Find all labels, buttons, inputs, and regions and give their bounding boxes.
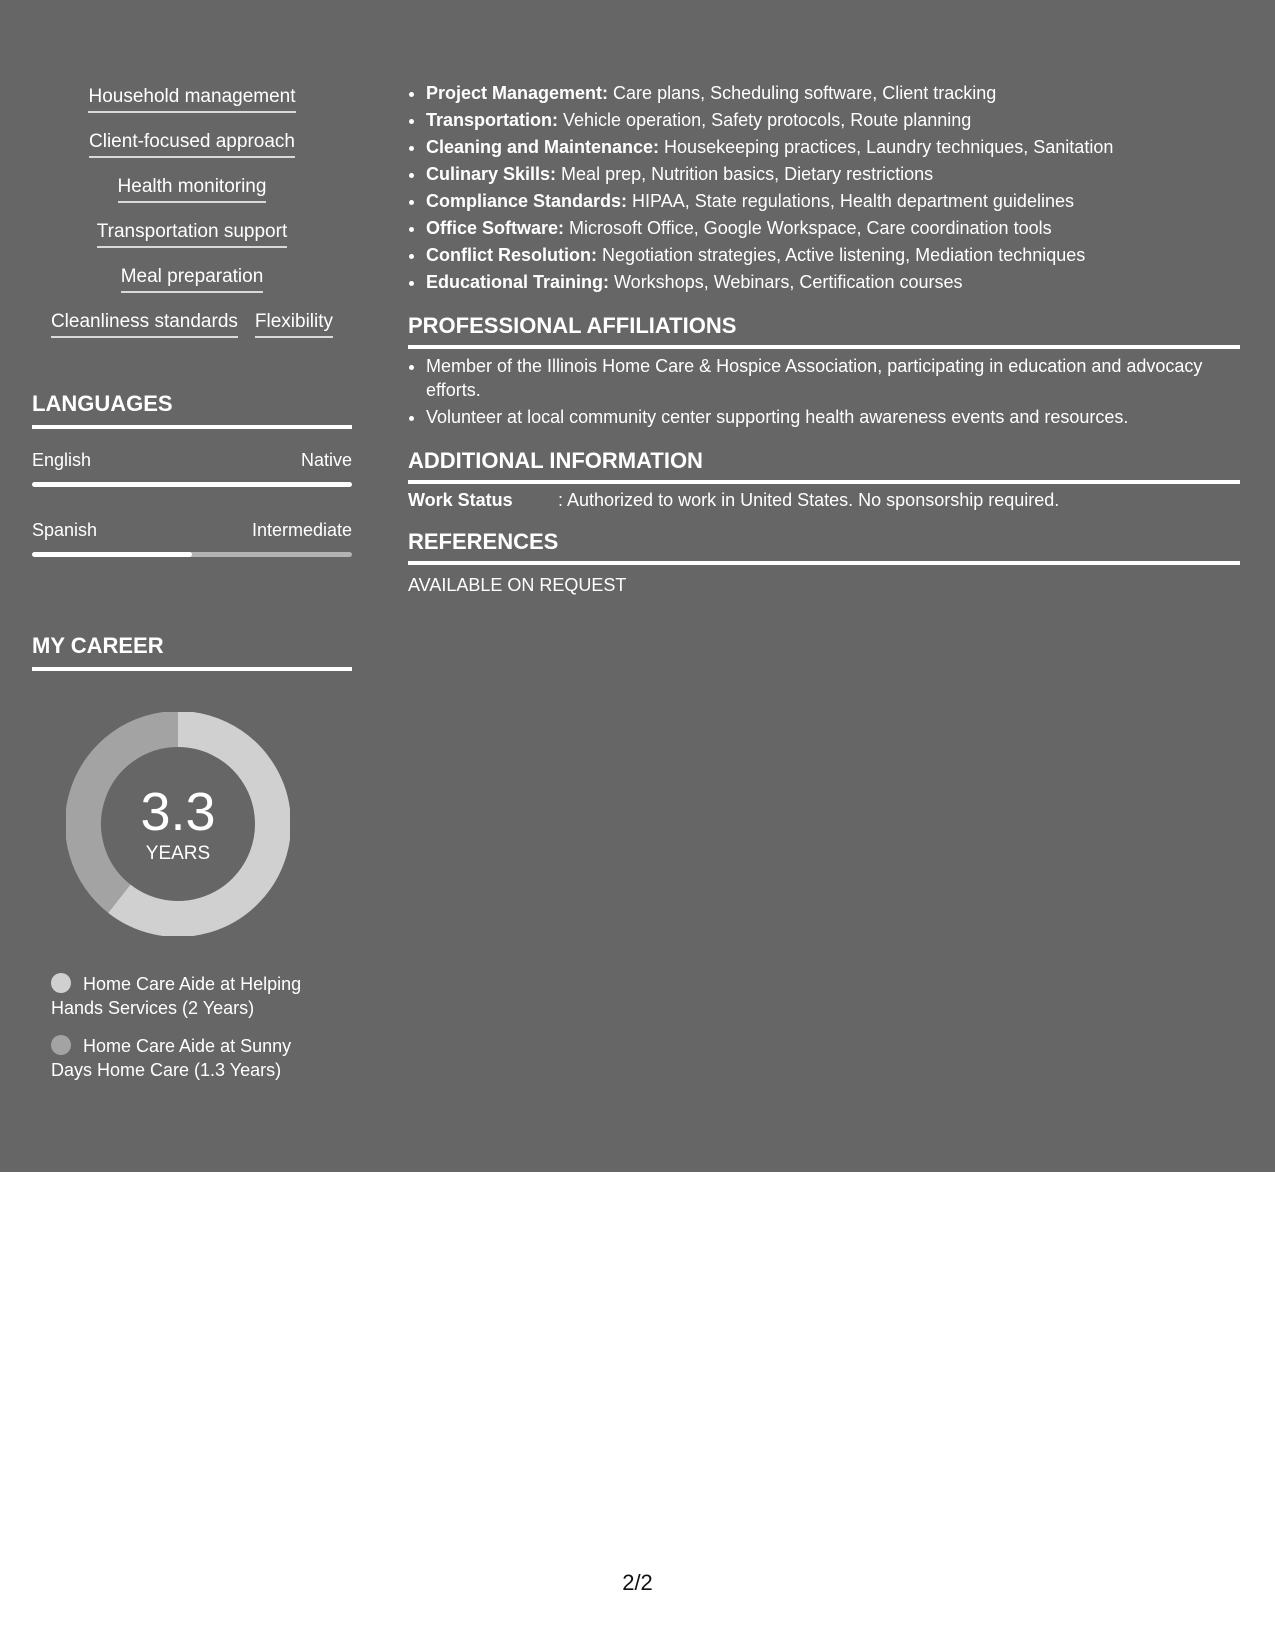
- references-text: AVAILABLE ON REQUEST: [408, 575, 627, 595]
- work-status-value: : Authorized to work in United States. No sponsorship required.: [558, 490, 1060, 510]
- skill-bullet: • Cleaning and Maintenance: Housekeeping practices, Laundry techniques, Sanitation: [426, 134, 1240, 161]
- career-total-years: 3.3: [140, 782, 216, 842]
- career-entry: [51, 972, 321, 1020]
- career-legend-dot: [51, 1035, 71, 1055]
- career-entry: [51, 1034, 321, 1082]
- skill-tag: Client-focused approach: [89, 131, 295, 158]
- skills-list: [32, 86, 352, 356]
- skill-row: [32, 131, 352, 176]
- language-proficiency-bar: [32, 482, 352, 487]
- career-donut-chart: [66, 712, 290, 936]
- affiliations-list: [408, 354, 1240, 432]
- references-heading: REFERENCES: [408, 528, 1240, 565]
- language-level: Native: [300, 450, 352, 470]
- skill-row: [32, 221, 352, 266]
- skill-tag: Cleanliness standards: [51, 311, 238, 338]
- language-name: Spanish: [32, 520, 98, 540]
- language-item: [32, 448, 352, 487]
- skill-bullet: • Culinary Skills: Meal prep, Nutrition basics, Dietary restrictions: [426, 161, 1240, 188]
- skill-tag: Flexibility: [255, 311, 333, 338]
- language-proficiency-fill: [32, 482, 352, 487]
- language-proficiency-fill: [32, 552, 192, 557]
- technical-skills-list: [408, 80, 1240, 296]
- career-legend-dot: [51, 973, 71, 993]
- additional-info-heading: ADDITIONAL INFORMATION: [408, 447, 1240, 484]
- career-total-unit: YEARS: [145, 843, 211, 864]
- work-status-row: [408, 488, 1240, 512]
- affiliation-item: • Volunteer at local community center supporting health awareness events and resources.: [426, 405, 1240, 429]
- affiliation-item: • Member of the Illinois Home Care & Hospice Association, participating in education and advocacy efforts.: [426, 354, 1240, 402]
- skill-row: [32, 311, 352, 356]
- page-number: 2/2: [622, 1570, 653, 1595]
- language-level: Intermediate: [251, 520, 352, 540]
- skill-tag: Meal preparation: [121, 266, 264, 293]
- skill-row: [32, 266, 352, 311]
- skill-tag: Transportation support: [97, 221, 287, 248]
- career-heading: MY CAREER: [32, 632, 352, 671]
- skill-bullet: • Compliance Standards: HIPAA, State regulations, Health department guidelines: [426, 188, 1240, 215]
- career-entry-label: Home Care Aide at Sunny Days Home Care (1.3 Years): [51, 1036, 292, 1080]
- career-entry-label: Home Care Aide at Helping Hands Services (2 Years): [51, 974, 302, 1018]
- skill-row: [32, 176, 352, 221]
- skill-row: [32, 86, 352, 131]
- skill-bullet: • Conflict Resolution: Negotiation strategies, Active listening, Mediation techniques: [426, 242, 1240, 269]
- skill-bullet: • Educational Training: Workshops, Webinars, Certification courses: [426, 269, 1240, 296]
- languages-heading: LANGUAGES: [32, 390, 352, 429]
- language-proficiency-bar: [32, 552, 352, 557]
- language-name: English: [32, 450, 92, 470]
- skill-bullet: • Project Management: Care plans, Scheduling software, Client tracking: [426, 80, 1240, 107]
- skill-tag: Health monitoring: [118, 176, 267, 203]
- affiliations-heading: PROFESSIONAL AFFILIATIONS: [408, 312, 1240, 349]
- skill-tag: Household management: [88, 86, 295, 113]
- skill-bullet: • Transportation: Vehicle operation, Safety protocols, Route planning: [426, 107, 1240, 134]
- language-item: [32, 518, 352, 557]
- skill-bullet: • Office Software: Microsoft Office, Google Workspace, Care coordination tools: [426, 215, 1240, 242]
- work-status-label: Work Status: [408, 490, 513, 510]
